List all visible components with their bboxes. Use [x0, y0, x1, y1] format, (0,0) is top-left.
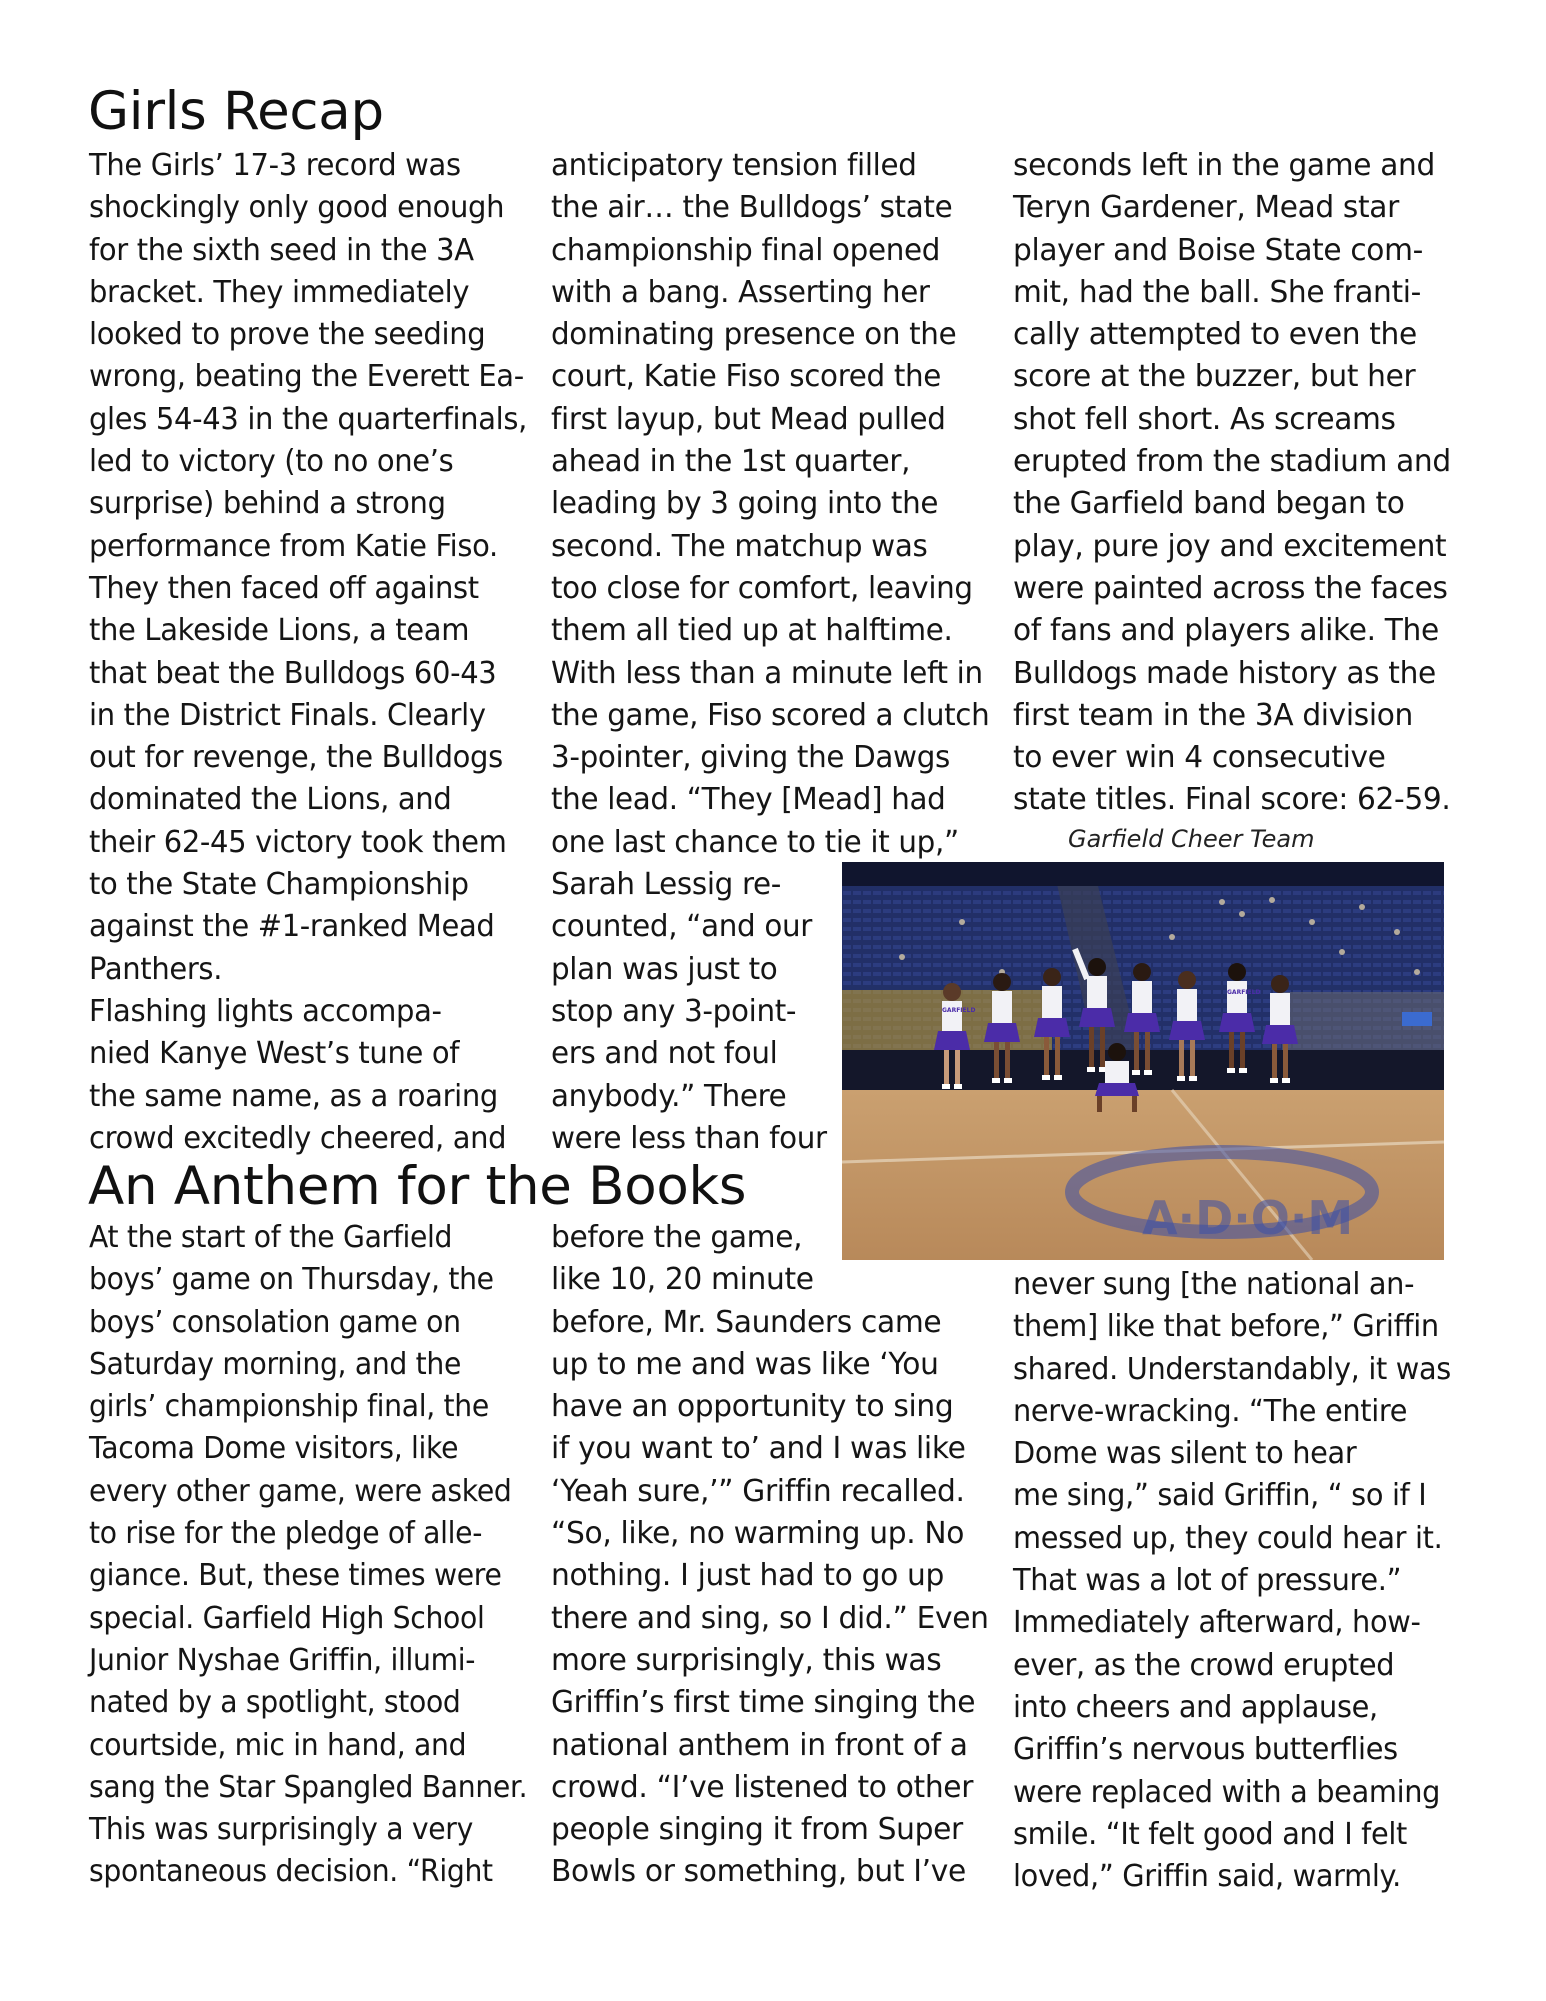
- text-line: giance. But, these times were: [89, 1558, 502, 1594]
- cheer-team-photo-drawing: [842, 862, 1444, 1260]
- text-line: nied Kanye West’s tune of: [89, 1036, 460, 1072]
- text-line: With less than a minute left in: [551, 655, 983, 691]
- text-line: 3-pointer, giving the Dawgs: [551, 740, 950, 776]
- text-line: have an opportunity to sing: [551, 1389, 954, 1425]
- text-line: play, pure joy and excitement: [1013, 528, 1447, 564]
- text-line: me sing,” said Griffin, “ so if I: [1013, 1478, 1427, 1514]
- text-line: bracket. They immediately: [89, 274, 470, 310]
- text-line: Tacoma Dome visitors, like: [89, 1431, 459, 1467]
- text-line: boys’ consolation game on: [89, 1304, 461, 1340]
- text-line: Immediately afterward, how-: [1013, 1605, 1421, 1641]
- text-line: with a bang. Asserting her: [551, 274, 930, 310]
- text-line: were replaced with a beaming: [1013, 1774, 1441, 1810]
- text-line: The Girls’ 17-3 record was: [89, 148, 461, 183]
- text-line: people singing it from Super: [551, 1812, 963, 1848]
- text-line: crowd excitedly cheered, and: [89, 1120, 507, 1156]
- text-line: them all tied up at halftime.: [551, 613, 953, 649]
- text-line: mit, had the ball. She franti-: [1013, 274, 1421, 310]
- text-line: out for revenge, the Bulldogs: [89, 740, 503, 776]
- text-line: second. The matchup was: [551, 528, 928, 564]
- text-line: shot fell short. As screams: [1013, 401, 1396, 437]
- text-line: stop any 3-point-: [551, 993, 797, 1029]
- text-line: were painted across the faces: [1013, 570, 1448, 606]
- text-line: ers and not foul: [551, 1036, 778, 1072]
- text-line: Teryn Gardener, Mead star: [1013, 190, 1399, 226]
- text-line: that beat the Bulldogs 60-43: [89, 655, 497, 691]
- girls-recap-column-1: [89, 145, 550, 1160]
- text-line: shared. Understandably, it was: [1013, 1351, 1451, 1387]
- text-line: the Lakeside Lions, a team: [89, 613, 470, 649]
- text-line: anybody.” There: [551, 1078, 787, 1114]
- text-line: were less than four: [551, 1120, 827, 1156]
- text-line: Flashing lights accompa-: [89, 993, 442, 1029]
- anthem-column-2: [551, 1217, 1001, 1894]
- text-line: against the #1-ranked Mead: [89, 909, 495, 945]
- text-line: This was surprisingly a very: [89, 1812, 473, 1848]
- text-line: the lead. “They [Mead] had: [551, 782, 946, 818]
- text-line: Bowls or something, but I’ve: [551, 1854, 966, 1890]
- text-line: ever, as the crowd erupted: [1013, 1647, 1395, 1683]
- text-line: nothing. I just had to go up: [551, 1558, 944, 1594]
- text-line: one last chance to tie it up,”: [551, 824, 959, 860]
- text-line: before the game,: [551, 1220, 803, 1255]
- text-line: every other game, were asked: [89, 1473, 512, 1509]
- text-line: dominating presence on the: [551, 317, 957, 353]
- text-line: cally attempted to even the: [1013, 317, 1417, 353]
- text-line: girls’ championship final, the: [89, 1389, 489, 1425]
- text-line: up to me and was like ‘You: [551, 1346, 939, 1382]
- text-line: the game, Fiso scored a clutch: [551, 697, 990, 733]
- text-line: counted, “and our: [551, 909, 813, 945]
- text-line: crowd. “I’ve listened to other: [551, 1769, 974, 1805]
- text-line: spontaneous decision. “Right: [89, 1854, 493, 1890]
- text-line: shockingly only good enough: [89, 190, 505, 226]
- text-line: They then faced off against: [89, 570, 479, 606]
- text-line: sang the Star Spangled Banner.: [89, 1769, 528, 1805]
- text-line: Saturday morning, and the: [89, 1346, 462, 1382]
- text-line: before, Mr. Saunders came: [551, 1304, 942, 1340]
- text-line: of fans and players alike. The: [1013, 613, 1439, 649]
- text-line: Sarah Lessig re-: [551, 867, 782, 903]
- text-line: more surprisingly, this was: [551, 1642, 942, 1678]
- text-line: special. Garfield High School: [89, 1600, 485, 1636]
- text-line: boys’ game on Thursday, the: [89, 1262, 494, 1298]
- text-line: ‘Yeah sure,’” Griffin recalled.: [551, 1473, 965, 1509]
- text-line: score at the buzzer, but her: [1013, 359, 1416, 395]
- text-line: performance from Katie Fiso.: [89, 528, 498, 564]
- text-line: leading by 3 going into the: [551, 486, 939, 522]
- text-line: like 10, 20 minute: [551, 1262, 814, 1298]
- text-line: championship final opened: [551, 232, 941, 268]
- text-line: national anthem in front of a: [551, 1727, 968, 1763]
- text-line: into cheers and applause,: [1013, 1689, 1378, 1725]
- text-line: dominated the Lions, and: [89, 782, 452, 818]
- text-line: plan was just to: [551, 951, 778, 987]
- text-line: the air… the Bulldogs’ state: [551, 190, 953, 226]
- text-line: the Garfield band began to: [1013, 486, 1405, 522]
- girls-recap-column-3: [1013, 145, 1464, 822]
- text-line: first layup, but Mead pulled: [551, 401, 946, 437]
- text-line: seconds left in the game and: [1013, 148, 1435, 183]
- uniform-label: GARFIELD: [942, 1007, 976, 1014]
- text-line: surprise) behind a strong: [89, 486, 446, 522]
- text-line: At the start of the Garfield: [89, 1220, 453, 1255]
- girls-recap-title: Girls Recap: [88, 81, 384, 142]
- text-line: erupted from the stadium and: [1013, 444, 1451, 480]
- text-line: if you want to’ and I was like: [551, 1431, 966, 1467]
- text-line: nerve-wracking. “The entire: [1013, 1393, 1408, 1429]
- text-line: loved,” Griffin said, warmly.: [1013, 1859, 1401, 1895]
- text-line: never sung [the national an-: [1013, 1267, 1415, 1302]
- text-line: court, Katie Fiso scored the: [551, 359, 942, 395]
- uniform-label: GARFIELD: [1227, 989, 1261, 996]
- text-line: That was a lot of pressure.”: [1013, 1563, 1402, 1599]
- anthem-title: An Anthem for the Books: [88, 1156, 747, 1217]
- text-line: to rise for the pledge of alle-: [89, 1516, 483, 1552]
- cheer-team-photo: [842, 862, 1444, 1260]
- photo-caption: Garfield Cheer Team: [1068, 825, 1315, 853]
- text-line: courtside, mic in hand, and: [89, 1727, 467, 1763]
- text-line: for the sixth seed in the 3A: [89, 232, 474, 268]
- text-line: ahead in the 1st quarter,: [551, 444, 911, 480]
- text-line: Bulldogs made history as the: [1013, 655, 1436, 691]
- anthem-column-3: [1013, 1264, 1477, 1898]
- text-line: in the District Finals. Clearly: [89, 697, 486, 733]
- text-line: anticipatory tension filled: [551, 148, 917, 183]
- text-line: Griffin’s first time singing the: [551, 1685, 976, 1721]
- text-line: led to victory (to no one’s: [89, 444, 454, 480]
- text-line: Dome was silent to hear: [1013, 1436, 1357, 1472]
- text-line: the same name, as a roaring: [89, 1078, 499, 1114]
- text-line: there and sing, so I did.” Even: [551, 1600, 989, 1636]
- text-line: nated by a spotlight, stood: [89, 1685, 461, 1721]
- text-line: Junior Nyshae Griffin, illumi-: [89, 1642, 476, 1678]
- text-line: state titles. Final score: 62-59.: [1013, 782, 1451, 818]
- text-line: Panthers.: [89, 951, 223, 987]
- text-line: Griffin’s nervous butterflies: [1013, 1732, 1398, 1768]
- text-line: wrong, beating the Everett Ea-: [89, 359, 524, 395]
- text-line: messed up, they could hear it.: [1013, 1520, 1443, 1556]
- text-line: gles 54-43 in the quarterfinals,: [89, 401, 527, 437]
- text-line: player and Boise State com-: [1013, 232, 1423, 268]
- text-line: their 62-45 victory took them: [89, 824, 507, 860]
- text-line: too close for comfort, leaving: [551, 570, 973, 606]
- text-line: first team in the 3A division: [1013, 697, 1413, 733]
- text-line: looked to prove the seeding: [89, 317, 486, 353]
- text-line: smile. “It felt good and I felt: [1013, 1816, 1408, 1852]
- floor-logo-text: A·D·O·M: [1142, 1191, 1354, 1245]
- text-line: them] like that before,” Griffin: [1013, 1309, 1439, 1345]
- text-line: “So, like, no warming up. No: [551, 1516, 965, 1552]
- anthem-column-1: [89, 1217, 562, 1894]
- text-line: to the State Championship: [89, 867, 469, 903]
- text-line: to ever win 4 consecutive: [1013, 740, 1386, 776]
